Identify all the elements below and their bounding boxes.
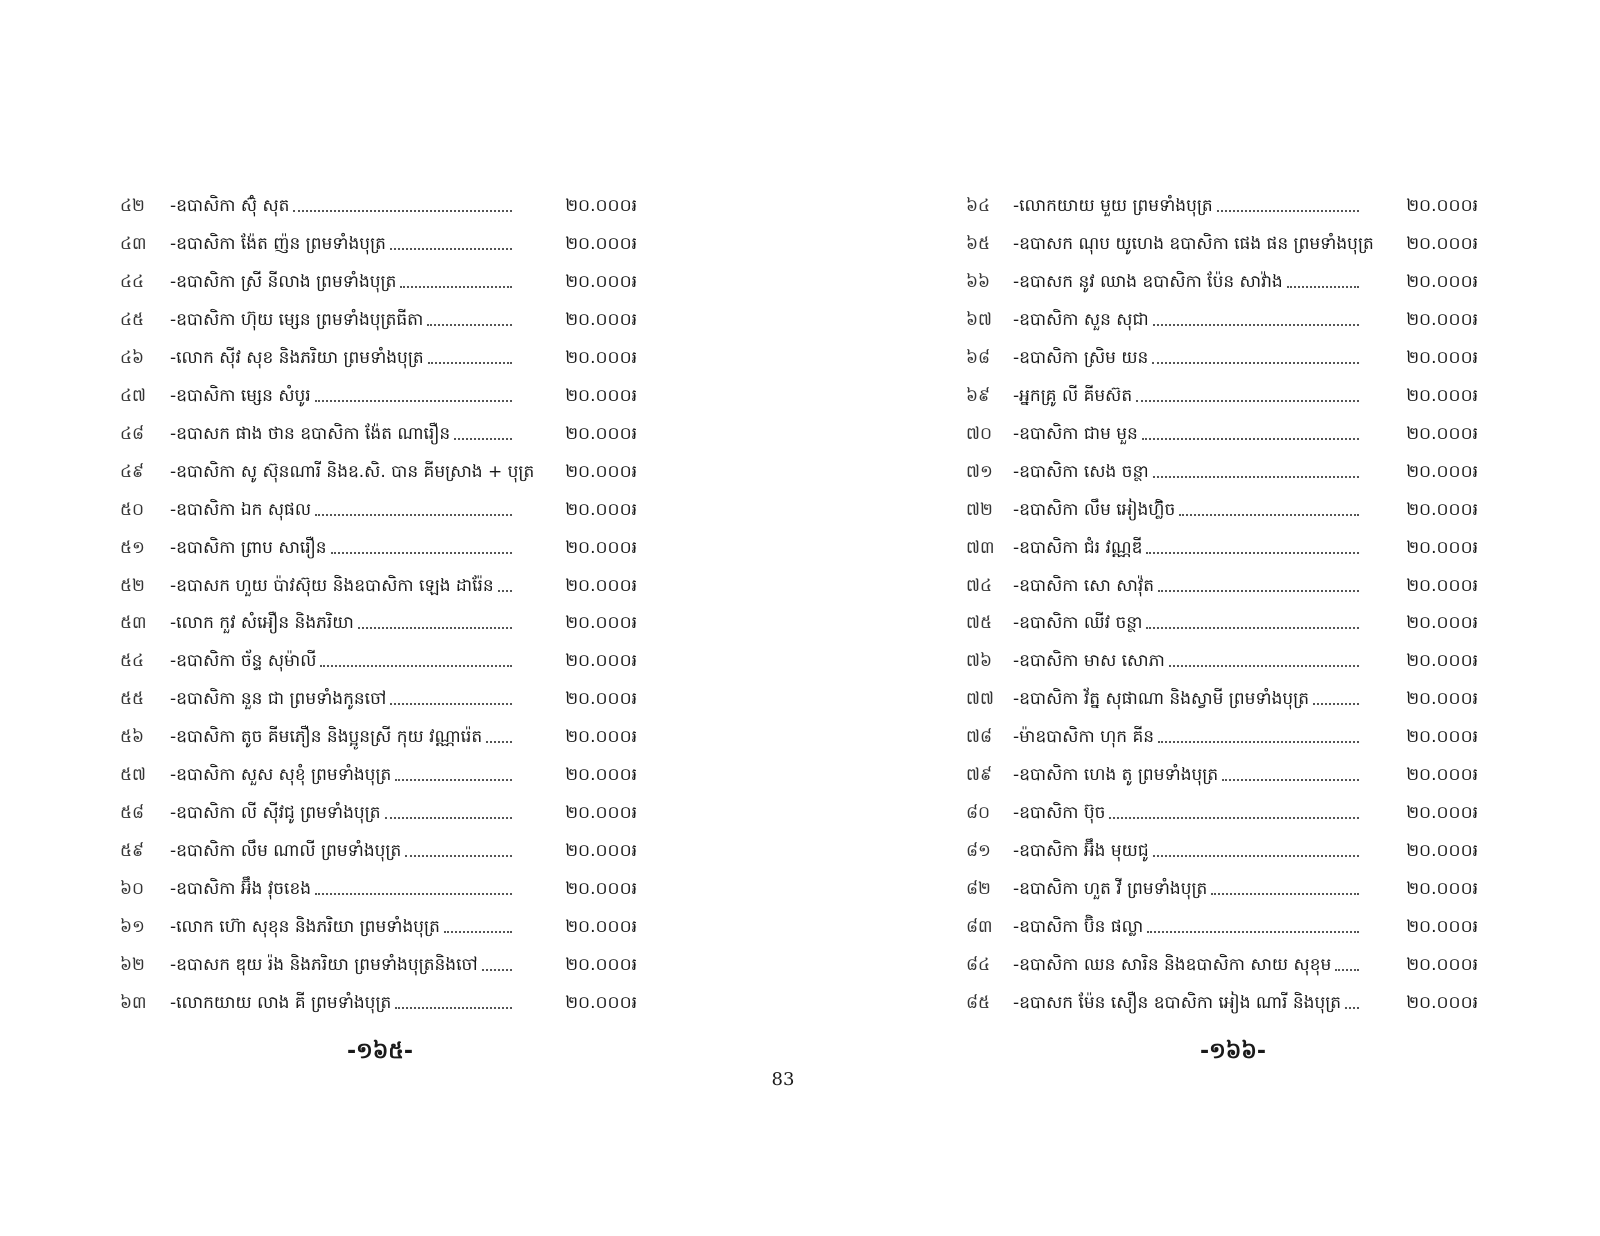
entry-text — [1013, 989, 1359, 1017]
entry-number: ៤៨ — [120, 423, 145, 444]
donation-amount: ២០.០០០៛ — [565, 423, 637, 444]
leader-dots — [315, 893, 512, 895]
donation-amount: ២០.០០០៛ — [1406, 499, 1478, 520]
entry-number: ៦៩ — [966, 385, 991, 406]
donor-name: -ឧបាសក ឌុយ រ៉ង និងភរិយា ព្រមទាំងបុត្រនិងចៅ — [170, 955, 478, 975]
entry-text — [170, 382, 512, 410]
list-item — [120, 761, 640, 789]
entry-text — [170, 534, 512, 562]
leader-dots — [1153, 476, 1359, 478]
donor-name: -ឧបាសិកា សោ សាវ៉ុត — [1013, 575, 1155, 596]
leader-dots — [315, 400, 512, 402]
entry-number: ៧៨ — [966, 727, 992, 748]
leader-dots — [1152, 362, 1359, 364]
leader-dots — [486, 741, 512, 743]
entry-text — [1013, 609, 1359, 637]
donor-name: -ឧបាសិកា ង៉ែត ញ៉ន ព្រមទាំងបុត្រ — [170, 233, 386, 254]
leader-dots — [1109, 817, 1359, 819]
leader-dots — [498, 590, 512, 592]
entry-text — [170, 989, 512, 1017]
entry-text — [170, 268, 512, 296]
entry-text — [170, 192, 512, 220]
entry-number: ៧៥ — [966, 613, 992, 634]
entry-number: ៧៣ — [966, 537, 995, 558]
entry-number: ៧៩ — [966, 765, 992, 786]
entry-text — [1013, 572, 1359, 600]
entry-number: ៤៧ — [120, 385, 146, 406]
donor-name: -ឧបាសិកា លឹម អៀងហ៊្លិច — [1013, 499, 1176, 520]
leader-dots — [1345, 1007, 1359, 1009]
entry-text — [170, 572, 512, 600]
entry-text — [170, 913, 512, 941]
donor-name: -ឧបាសិកា ស្រិម យន — [1013, 347, 1149, 368]
donation-amount: ២០.០០០៛ — [1406, 992, 1478, 1013]
leader-dots — [1179, 514, 1359, 516]
donor-name: -ឧបាសិកា ឈីវ ចន្ថា — [1013, 613, 1143, 634]
donation-amount: ២០.០០០៛ — [565, 499, 637, 520]
entry-text — [1013, 382, 1359, 410]
leader-dots — [320, 665, 512, 667]
list-item — [966, 989, 1486, 1017]
donor-name: -ឧបាសិកា សួន សុជា — [1013, 309, 1149, 330]
entry-number: ៤៩ — [120, 461, 145, 482]
donation-amount: ២០.០០០៛ — [565, 575, 637, 596]
leader-dots — [400, 286, 512, 288]
entry-number: ៨៥ — [966, 992, 991, 1013]
list-item — [966, 458, 1486, 486]
list-item — [120, 951, 640, 979]
list-item — [966, 837, 1486, 865]
donor-name: -លោក កួវ សំអឿន និងភរិយា — [170, 613, 354, 634]
entry-text — [170, 230, 512, 258]
page-footer-left: -១៦៥- — [346, 1039, 414, 1064]
entry-number: ៦៣ — [120, 992, 147, 1013]
donor-name: -ឧបាសិកា សូ ស៊ុនណារី និងឧ.សិ. បាន គីមស្រាង + បុត្រ — [170, 461, 535, 482]
leader-dots — [1287, 286, 1359, 288]
entry-text — [170, 609, 512, 637]
entry-number: ៦៤ — [966, 196, 991, 216]
entry-text — [1013, 875, 1359, 903]
entry-text — [170, 458, 535, 486]
list-item — [120, 344, 640, 372]
entry-text — [170, 761, 512, 789]
leader-dots — [482, 969, 512, 971]
list-item — [966, 382, 1486, 410]
donation-amount: ២០.០០០៛ — [565, 271, 637, 292]
entry-number: ៦៧ — [966, 309, 992, 330]
donation-amount: ២០.០០០៛ — [1406, 233, 1478, 254]
donor-name: -ឧបាសិកា លី ស៊ីវជូ ព្រមទាំងបុត្រ — [170, 803, 381, 824]
entry-text — [1013, 799, 1359, 827]
entry-number: ៧៤ — [966, 575, 992, 596]
donor-name: -ឧបាសិកា ស្រី នីលាង ព្រមទាំងបុត្រ — [170, 271, 397, 292]
entry-text — [1013, 306, 1359, 334]
list-item — [966, 420, 1486, 448]
leader-dots — [315, 514, 512, 516]
entry-text — [1013, 723, 1359, 751]
entry-text — [170, 837, 512, 865]
entry-text — [1013, 192, 1359, 220]
donation-amount: ២០.០០០៛ — [1406, 613, 1478, 634]
donation-amount: ២០.០០០៛ — [1406, 879, 1478, 900]
page-number: 83 — [771, 1069, 795, 1090]
donation-amount: ២០.០០០៛ — [565, 917, 637, 938]
donor-name: -ឧបាសិកា ឯក សុផល — [170, 499, 312, 520]
donation-amount: ២០.០០០៛ — [1406, 423, 1478, 444]
leader-dots — [358, 627, 512, 629]
entry-number: ៤៤ — [120, 271, 145, 292]
donor-name: -ឧបាសក នូវ ឈាង ឧបាសិកា ប៉ែន សាវ៉ាង — [1013, 271, 1283, 292]
donor-name: -ឧបាសិកា អ៊ឹង វុចខេង — [170, 879, 312, 900]
entry-text — [1013, 761, 1359, 789]
donation-amount: ២០.០០០៛ — [565, 803, 637, 824]
list-item — [966, 951, 1486, 979]
list-item — [120, 875, 640, 903]
donor-name: -ឧបាសិកា ហេង តូ ព្រមទាំងបុត្រ — [1013, 765, 1219, 786]
donation-amount: ២០.០០០៛ — [1406, 271, 1478, 292]
list-item — [120, 496, 640, 524]
donation-amount: ២០.០០០៛ — [1406, 727, 1478, 748]
entry-number: ៨០ — [966, 803, 991, 824]
entry-text — [170, 685, 512, 713]
leader-dots — [1211, 893, 1359, 895]
leader-dots — [1169, 665, 1359, 667]
donor-name: -លោកយាយ មួយ ព្រមទាំងបុត្រ — [1013, 196, 1213, 216]
donor-name: -លោក ហ៊ោ សុខុន និងភរិយា ព្រមទាំងបុត្រ — [170, 917, 440, 938]
list-item — [966, 534, 1486, 562]
leader-dots — [1153, 855, 1359, 857]
donor-name: -ឧបាសិកា លឹម ណាលី ព្រមទាំងបុត្រ — [170, 841, 402, 862]
donation-amount: ២០.០០០៛ — [565, 309, 637, 330]
entry-text — [170, 647, 512, 675]
entry-number: ៦០ — [120, 879, 145, 900]
list-item — [966, 799, 1486, 827]
right-page — [800, 0, 1600, 1236]
page-footer-right: -១៦៦- — [1199, 1039, 1267, 1064]
entry-number: ៨៤ — [966, 955, 991, 975]
donation-amount: ២០.០០០៛ — [565, 955, 637, 975]
donor-name: -ឧបាសិកា នួន ជា ព្រមទាំងកូនចៅ — [170, 689, 387, 710]
entry-text — [1013, 685, 1359, 713]
entry-number: ៥៤ — [120, 651, 145, 672]
donation-amount: ២០.០០០៛ — [565, 727, 637, 748]
donation-amount: ២០.០០០៛ — [565, 347, 637, 368]
list-item — [966, 875, 1486, 903]
list-item — [120, 913, 640, 941]
donation-amount: ២០.០០០៛ — [1406, 841, 1478, 862]
leader-dots — [1222, 779, 1359, 781]
leader-dots — [1335, 969, 1359, 971]
entry-number: ៥២ — [120, 575, 145, 596]
leader-dots — [1217, 210, 1359, 212]
donation-amount: ២០.០០០៛ — [1406, 347, 1478, 368]
donation-amount: ២០.០០០៛ — [1406, 765, 1478, 786]
list-item — [120, 230, 640, 258]
donor-name: -ឧបាសិកា ប៊ុច — [1013, 803, 1106, 824]
donor-name: -ឧបាសិកា សេង ចន្ថា — [1013, 461, 1149, 482]
donation-amount: ២០.០០០៛ — [1406, 803, 1478, 824]
list-item — [120, 799, 640, 827]
donation-amount: ២០.០០០៛ — [565, 385, 637, 406]
list-item — [966, 913, 1486, 941]
entry-number: ៤៦ — [120, 347, 145, 368]
leader-dots — [1313, 703, 1359, 705]
entry-text — [1013, 344, 1359, 372]
donor-name: -ឧបាសក ផាង ថាន ឧបាសិកា ង៉ែត ណារឿន — [170, 423, 451, 444]
entry-number: ៦៨ — [966, 347, 991, 368]
entry-number: ៧១ — [966, 461, 993, 482]
donor-name: -ឧបាសិកា ហួត វី ព្រមទាំងបុត្រ — [1013, 879, 1208, 900]
entry-text — [170, 344, 512, 372]
donor-name: -លោកយាយ លាង គី ព្រមទាំងបុត្រ — [170, 992, 392, 1013]
entry-text — [170, 875, 512, 903]
leader-dots — [428, 362, 512, 364]
donation-amount: ២០.០០០៛ — [1406, 196, 1478, 216]
list-item — [120, 609, 640, 637]
list-item — [966, 572, 1486, 600]
donor-name: -ឧបាសិកា ជំរ វណ្ណឌី — [1013, 537, 1143, 558]
donation-amount: ២០.០០០៛ — [565, 879, 637, 900]
leader-dots — [385, 817, 512, 819]
list-item — [120, 837, 640, 865]
donation-amount: ២០.០០០៛ — [1406, 917, 1478, 938]
entry-number: ៧០ — [966, 423, 992, 444]
entry-text — [1013, 913, 1359, 941]
donor-name: -ឧបាសិកា មាស សោភា — [1013, 651, 1165, 672]
donor-name: -ឧបាសិកា ព្រាប សារឿន — [170, 537, 327, 558]
donation-amount: ២០.០០០៛ — [565, 651, 637, 672]
entry-number: ៦៥ — [966, 233, 991, 254]
donor-name: -ឧបាសិកា វ័ត្ន សុផាណា និងស្វាមី ព្រមទាំងបុត្រ — [1013, 689, 1310, 710]
leader-dots — [390, 248, 512, 250]
donor-name: -ឧបាសក ម៉ែន សឿន ឧបាសិកា អៀង ណារី និងបុត្រ — [1013, 992, 1342, 1013]
entry-text — [170, 306, 512, 334]
donor-name: -ឧបាសិកា ជាម មួន — [1013, 423, 1138, 444]
list-item — [120, 723, 640, 751]
list-item — [120, 458, 640, 486]
donation-amount: ២០.០០០៛ — [565, 537, 637, 558]
donation-amount: ២០.០០០៛ — [1406, 955, 1478, 975]
donation-amount: ២០.០០០៛ — [565, 461, 637, 482]
leader-dots — [1142, 438, 1359, 440]
donor-name: -ឧបាសិកា ម្សេន សំបូរ — [170, 385, 311, 406]
entry-text — [1013, 647, 1359, 675]
entry-text — [170, 951, 512, 979]
donor-name: -ឧបាសិកា អ៊ឹង មុយជូ — [1013, 841, 1149, 862]
entry-number: ៨៣ — [966, 917, 993, 938]
entry-number: ៥០ — [120, 499, 145, 520]
list-item — [120, 572, 640, 600]
donation-amount: ២០.០០០៛ — [1406, 651, 1478, 672]
donation-amount: ២០.០០០៛ — [565, 992, 637, 1013]
list-item — [120, 534, 640, 562]
leader-dots — [454, 438, 512, 440]
list-item — [966, 609, 1486, 637]
leader-dots — [1146, 552, 1359, 554]
entry-number: ៥៦ — [120, 727, 145, 748]
list-item — [120, 382, 640, 410]
list-item — [966, 685, 1486, 713]
leader-dots — [1147, 931, 1359, 933]
list-item — [120, 268, 640, 296]
entry-number: ៧៦ — [966, 651, 992, 672]
list-item — [120, 420, 640, 448]
donation-amount: ២០.០០០៛ — [565, 689, 637, 710]
entry-number: ៧២ — [966, 499, 993, 520]
entry-number: ៤២ — [120, 196, 145, 216]
donor-name: -ឧបាសិកា ស៊ុំ សុត — [170, 196, 290, 216]
leader-dots — [427, 324, 512, 326]
entry-text — [1013, 268, 1359, 296]
donation-amount: ២០.០០០៛ — [565, 841, 637, 862]
donor-name: -លោក ស៊ីវ សុខ និងភរិយា ព្រមទាំងបុត្រ — [170, 347, 424, 368]
list-item — [966, 268, 1486, 296]
entry-number: ៥៣ — [120, 613, 147, 634]
leader-dots — [1158, 741, 1359, 743]
donation-amount: ២០.០០០៛ — [1406, 575, 1478, 596]
entry-number: ៥៧ — [120, 765, 146, 786]
donation-amount: ២០.០០០៛ — [1406, 385, 1478, 406]
donor-name: -អ្នកគ្រូ លី គីមស៊ត — [1013, 385, 1133, 406]
list-item — [120, 989, 640, 1017]
entry-number: ៥៩ — [120, 841, 145, 862]
entry-text — [1013, 837, 1359, 865]
list-item — [120, 647, 640, 675]
leader-dots — [444, 931, 512, 933]
donation-amount: ២០.០០០៛ — [565, 233, 637, 254]
list-item — [966, 230, 1486, 258]
donation-amount: ២០.០០០៛ — [1406, 461, 1478, 482]
entry-number: ៨១ — [966, 841, 991, 862]
entry-text — [1013, 496, 1359, 524]
donor-name: -ឧបាសិកា ប៊ិន ផល្លា — [1013, 917, 1144, 938]
leader-dots — [1158, 590, 1359, 592]
entry-text — [170, 799, 512, 827]
donor-name: -ឧបាសិកា សួស សុខុំ ព្រមទាំងបុត្រ — [170, 765, 392, 786]
entry-number: ៤៣ — [120, 233, 147, 254]
entry-text — [1013, 458, 1359, 486]
leader-dots — [293, 210, 512, 212]
entry-number: ៦៦ — [966, 271, 991, 292]
donor-name: -ឧបាសិកា ឈន សារិន និងឧបាសិកា សាយ សុខុម — [1013, 955, 1332, 975]
list-item — [966, 647, 1486, 675]
list-item — [120, 306, 640, 334]
list-item — [966, 496, 1486, 524]
donor-name: -ឧបាសិកា ហ៊ុយ ម្សេន ព្រមទាំងបុត្រធីតា — [170, 309, 424, 330]
entry-number: ៦១ — [120, 917, 145, 938]
entry-text — [1013, 951, 1359, 979]
leader-dots — [395, 1007, 512, 1009]
leader-dots — [1153, 324, 1359, 326]
leader-dots — [395, 779, 512, 781]
leader-dots — [1136, 400, 1359, 402]
list-item — [966, 306, 1486, 334]
list-item — [966, 344, 1486, 372]
entry-number: ៤៥ — [120, 309, 145, 330]
entry-number: ៦២ — [120, 955, 145, 975]
donor-name: -ឧបាសក ហួយ ប៉ាវស៊ុយ និងឧបាសិកា ឡេង ដារ៉ែន — [170, 575, 494, 596]
donor-name: -ឧបាសក ណុប យូហេង ឧបាសិកា ផេង ផន ព្រមទាំងបុត្រ — [1013, 233, 1374, 254]
donation-amount: ២០.០០០៛ — [565, 613, 637, 634]
entry-text — [170, 420, 512, 448]
entry-number: ៥១ — [120, 537, 145, 558]
entry-text — [1013, 534, 1359, 562]
leader-dots — [390, 703, 512, 705]
list-item — [120, 685, 640, 713]
entry-number: ៨២ — [966, 879, 991, 900]
entry-number: ៥៥ — [120, 689, 145, 710]
list-item — [966, 723, 1486, 751]
donation-amount: ២០.០០០៛ — [1406, 689, 1478, 710]
entry-number: ៥៨ — [120, 803, 145, 824]
donor-name: -ឧបាសិកា តូច គីមភឿន និងប្អូនស្រី កុយ វណ្ណារ៉េត — [170, 727, 483, 748]
donor-name: -ម៉ាឧបាសិកា ហុក គីន — [1013, 727, 1155, 748]
list-item — [120, 192, 640, 220]
list-item — [966, 192, 1486, 220]
entry-text — [1013, 230, 1374, 258]
donation-amount: ២០.០០០៛ — [1406, 309, 1478, 330]
list-item — [966, 761, 1486, 789]
donation-amount: ២០.០០០៛ — [565, 765, 637, 786]
entry-text — [170, 723, 512, 751]
donor-name: -ឧបាសិកា ច័ន្ទ សុម៉ាលី — [170, 651, 317, 672]
entry-text — [1013, 420, 1359, 448]
leader-dots — [405, 855, 512, 857]
leader-dots — [331, 552, 512, 554]
donation-amount: ២០.០០០៛ — [565, 196, 637, 216]
donation-amount: ២០.០០០៛ — [1406, 537, 1478, 558]
leader-dots — [1146, 627, 1359, 629]
entry-text — [170, 496, 512, 524]
entry-number: ៧៧ — [966, 689, 994, 710]
